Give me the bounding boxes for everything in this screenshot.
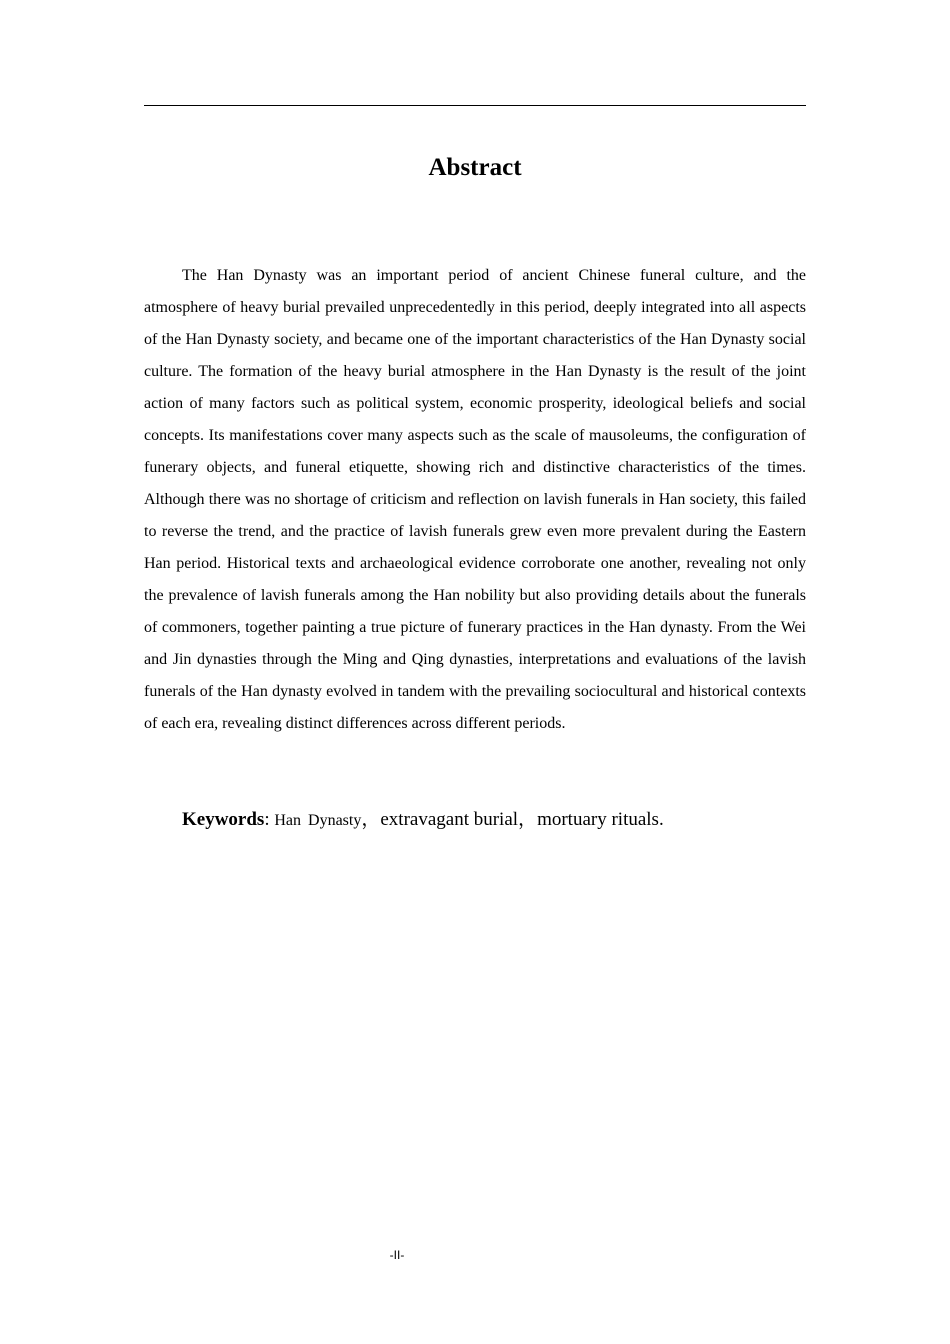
header-rule xyxy=(144,105,806,106)
keywords-separator: : xyxy=(264,809,275,830)
page-title: Abstract xyxy=(428,154,522,181)
keyword-comma: ， xyxy=(518,809,538,830)
keyword-mortuary-rituals: mortuary rituals. xyxy=(537,809,664,830)
keywords-line xyxy=(182,804,806,837)
keyword-extravagant-burial: extravagant burial xyxy=(380,809,519,830)
keyword-han-dynasty: Han Dynasty xyxy=(274,812,362,829)
keyword-comma: ， xyxy=(361,809,381,830)
abstract-body: The Han Dynasty was an important period of ancient Chinese funeral culture, and the atmosphere of heavy burial prevailed unprecedentedly in this period, deeply integrated into all aspects of the Han Dynasty society, and became one of the important characteristics of the Han Dynasty social culture. The formation of the heavy burial atmosphere in the Han Dynasty is the result of the joint action of many factors such as political system, economic prosperity, ideological beliefs and social concepts. Its manifestations cover many aspects such as the scale of mausoleums, the configuration of funerary objects, and funeral etiquette, showing rich and distinctive characteristics of the times. Although there was no shortage of criticism and reflection on lavish funerals in Han society, this failed to reverse the trend, and the practice of lavish funerals grew even more prevalent during the Eastern Han period. Historical texts and archaeological evidence corroborate one another, revealing not only the prevalence of lavish funerals among the Han nobility but also providing details about the funerals of commoners, together painting a true picture of funerary practices in the Han dynasty. From the Wei and Jin dynasties through the Ming and Qing dynasties, interpretations and evaluations of the lavish funerals of the Han dynasty evolved in tandem with the prevailing sociocultural and historical contexts of each era, revealing distinct differences across different periods. xyxy=(144,267,806,732)
keywords-label: Keywords xyxy=(182,809,265,830)
page-number: -II- xyxy=(389,1248,405,1262)
